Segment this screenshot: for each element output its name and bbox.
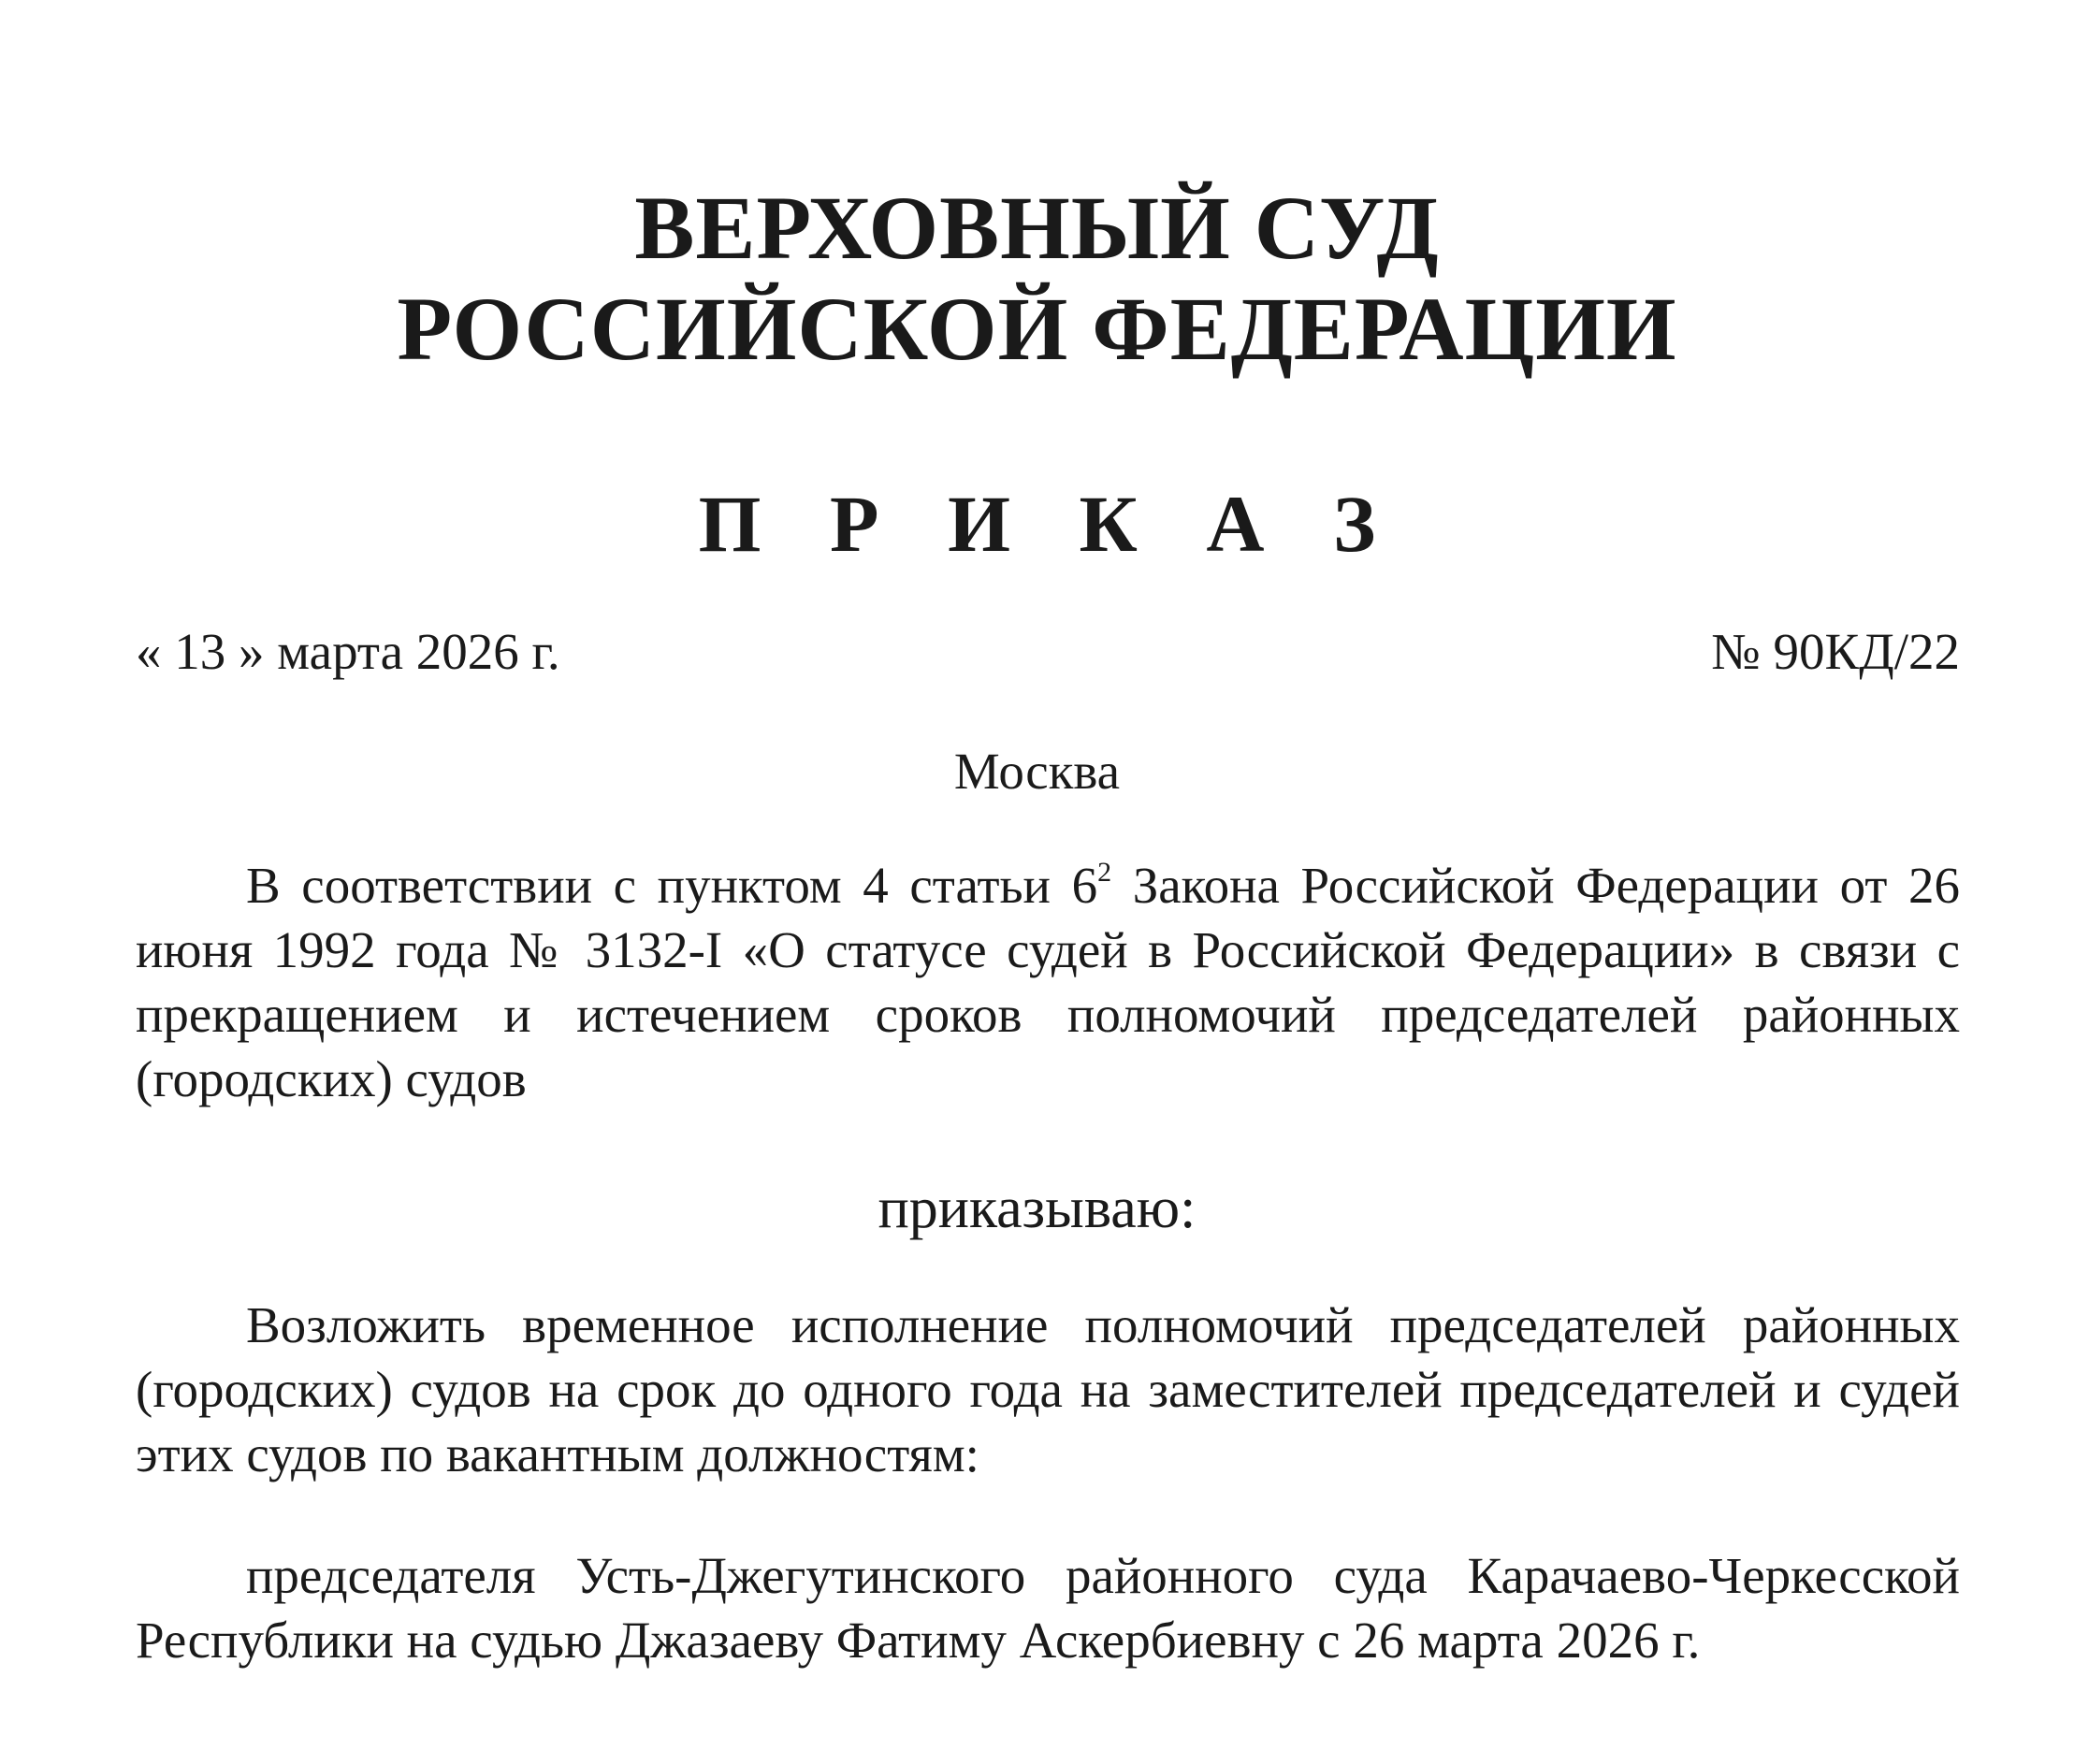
preamble-text-part-1: В соответствии с пунктом 4 статьи 6 bbox=[246, 857, 1098, 914]
document-date: « 13 » марта 2026 г. bbox=[136, 623, 560, 680]
preamble-text-part-2: Закона Российской Федерации от 26 июня 1992 года № 3132-I «О статусе судей в Российской Федерации» в связи с прекращением и истечением сроков полномочий председателей районных (городских) судов bbox=[136, 857, 1960, 1107]
body-paragraph-1-text: Возложить временное исполнение полномочий председателей районных (городских) судов на срок до одного года на заместителей председателей и судей этих судов по вакантным должностям: bbox=[136, 1296, 1960, 1482]
court-name-line-1: ВЕРХОВНЫЙ СУД bbox=[634, 178, 1440, 278]
body-paragraph-2 bbox=[136, 1543, 1960, 1672]
document-city: Москва bbox=[953, 743, 1121, 800]
body-paragraph-2-text: председателя Усть-Джегутинского районного суда Карачаево-Черкесской Республики на судью Джазаеву Фатиму Аскербиевну с 26 марта 2026 г. bbox=[136, 1547, 1960, 1669]
body-paragraph-1 bbox=[136, 1293, 1960, 1486]
document-number: № 90КД/22 bbox=[1711, 623, 1960, 680]
court-name-line-2: РОССИЙСКОЙ ФЕДЕРАЦИИ bbox=[397, 279, 1677, 379]
document-type-title: П Р И К А З bbox=[698, 479, 1400, 569]
article-superscript: 2 bbox=[1097, 856, 1112, 888]
document-meta-row bbox=[136, 619, 1960, 685]
order-word: приказываю: bbox=[877, 1177, 1197, 1240]
preamble-paragraph bbox=[136, 853, 1960, 1111]
court-header bbox=[0, 178, 2074, 380]
